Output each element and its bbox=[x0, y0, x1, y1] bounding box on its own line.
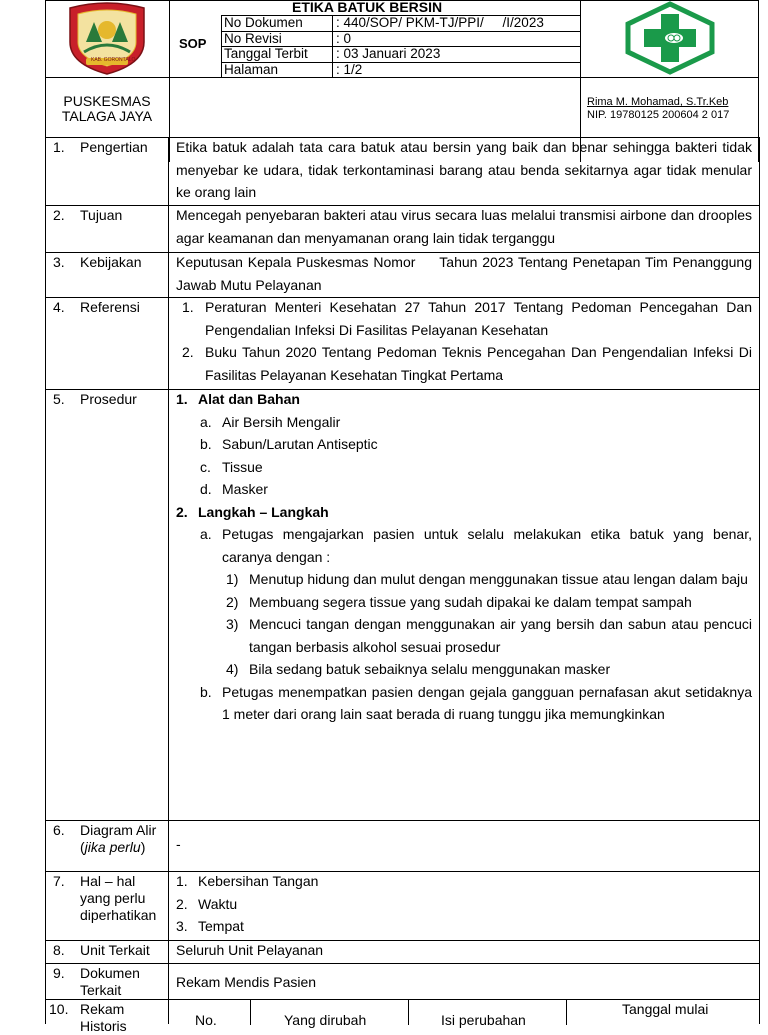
list-marker: 3. bbox=[176, 918, 188, 934]
pengertian-text: Etika batuk adalah tata cara batuk atau bersin yang baik dan benar sehingga bakteri tidak menyebar ke udara, tidak terkontaminasi barang atau benda sekitarnya agar tidak menular ke orang lain bbox=[176, 139, 752, 200]
list-marker: 2) bbox=[226, 593, 239, 610]
substep-item bbox=[176, 591, 752, 614]
list-marker: 4) bbox=[226, 661, 239, 677]
row-number: 10. bbox=[49, 1001, 69, 1017]
row-diagram-alir bbox=[45, 820, 759, 872]
heading-text: Langkah – Langkah bbox=[198, 503, 329, 520]
list-marker: a. bbox=[200, 413, 212, 430]
list-marker: 1. bbox=[176, 391, 188, 407]
substep-text: Mencuci tangan dengan menggunakan air yang bersih dan sabun atau pencuci tangan berbasis alkohol sesuai prosedur bbox=[249, 616, 752, 655]
row-number: 7. bbox=[53, 873, 65, 889]
substep-item bbox=[176, 568, 752, 591]
row-tujuan bbox=[45, 205, 759, 253]
hal-item bbox=[176, 893, 752, 916]
hal-item bbox=[176, 915, 752, 938]
row-hal-perlu-diperhatikan bbox=[45, 871, 759, 941]
substep-text: Menutup hidung dan mulut dengan menggunakan tissue atau lengan dalam baju bbox=[249, 571, 748, 587]
row-rekam-historis bbox=[45, 999, 759, 1034]
step-item bbox=[176, 523, 752, 568]
row-label: Kebijakan bbox=[80, 254, 142, 270]
unit-terkait-text: Seluruh Unit Pelayanan bbox=[176, 942, 324, 958]
field-no-dokumen-value: : 440/SOP/ PKM-TJ/PPI/ /I/2023 bbox=[336, 15, 544, 30]
field-halaman-label: Halaman bbox=[224, 62, 279, 77]
emblem-ribbon-text: KAB. GORONTALO bbox=[91, 57, 136, 63]
puskesmas-cross-logo-icon bbox=[622, 2, 718, 74]
row-label: Pengertian bbox=[80, 139, 148, 155]
row-label: Unit Terkait bbox=[80, 942, 150, 958]
tool-text: Tissue bbox=[222, 458, 263, 475]
list-marker: 1) bbox=[226, 571, 239, 587]
document-title: ETIKA BATUK BERSIN bbox=[292, 0, 443, 15]
row-label: Hal – hal yang perlu diperhatikan bbox=[80, 873, 157, 923]
field-no-dokumen-label: No Dokumen bbox=[224, 15, 303, 30]
row-number: 8. bbox=[53, 942, 65, 958]
prosedur-heading-langkah bbox=[176, 501, 752, 524]
list-marker: c. bbox=[200, 458, 211, 475]
row-kebijakan bbox=[45, 252, 759, 298]
row-number: 4. bbox=[53, 299, 65, 315]
regional-emblem-icon bbox=[62, 2, 152, 76]
hal-text: Kebersihan Tangan bbox=[198, 873, 319, 889]
row-label: Rekam Historis bbox=[80, 1001, 127, 1034]
row-number: 3. bbox=[53, 254, 65, 270]
row-label: Referensi bbox=[80, 299, 140, 315]
referensi-item-text: Peraturan Menteri Kesehatan 27 Tahun 2017 Tentang Pedoman Pencegahan Dan Pengendalian Infeksi Di Fasilitas Pelayanan Kesehatan bbox=[205, 299, 752, 338]
org-name-line2: TALAGA JAYA bbox=[61, 108, 153, 124]
row-number: 5. bbox=[53, 391, 65, 407]
signatory-name: Rima M. Mohamad, S.Tr.Keb bbox=[587, 96, 729, 108]
row-number: 9. bbox=[53, 965, 65, 981]
row-label: Diagram Alir (jika perlu) bbox=[80, 822, 157, 855]
row-referensi bbox=[45, 297, 759, 390]
tujuan-text: Mencegah penyebaran bakteri atau virus secara luas melalui transmisi airbone dan drooples agar keamanan dan menyamanan orang lain tidak terganggu bbox=[176, 207, 752, 246]
history-col-yang-dirubah: Yang dirubah bbox=[284, 1012, 367, 1028]
tool-item bbox=[176, 433, 752, 456]
hal-text: Tempat bbox=[198, 918, 244, 934]
list-marker: 1. bbox=[176, 873, 188, 889]
row-label: Dokumen Terkait bbox=[80, 965, 140, 998]
tool-text: Sabun/Larutan Antiseptic bbox=[222, 436, 378, 452]
list-marker: 2. bbox=[182, 344, 194, 360]
row-label: Tujuan bbox=[80, 207, 123, 223]
field-halaman-value: : 1/2 bbox=[336, 62, 363, 77]
step-text: Petugas menempatkan pasien dengan gejala gangguan pernafasan akut setidaknya 1 meter dari orang lain saat berada di ruang tunggu jika memungkinkan bbox=[222, 683, 752, 722]
row-label: Prosedur bbox=[80, 391, 137, 407]
list-marker: 3) bbox=[226, 616, 239, 632]
list-marker: a. bbox=[200, 526, 212, 542]
substep-text: Membuang segera tissue yang sudah dipakai ke dalam tempat sampah bbox=[249, 593, 692, 610]
list-marker: 2. bbox=[176, 895, 188, 912]
row-unit-terkait bbox=[45, 940, 759, 964]
list-marker: b. bbox=[200, 436, 212, 452]
tool-item bbox=[176, 411, 752, 434]
kebijakan-text: Keputusan Kepala Puskesmas Nomor Tahun 2023 Tentang Penetapan Tim Penanggung Jawab Mutu Pelayanan bbox=[176, 254, 756, 293]
referensi-item bbox=[176, 296, 752, 341]
tool-text: Masker bbox=[222, 481, 268, 497]
substep-text: Bila sedang batuk sebaiknya selalu menggunakan masker bbox=[249, 661, 611, 677]
sop-label: SOP bbox=[179, 36, 207, 51]
tool-item bbox=[176, 456, 752, 479]
list-marker: 2. bbox=[176, 503, 188, 520]
row-pengertian bbox=[45, 137, 759, 206]
substep-item bbox=[176, 658, 752, 681]
field-tanggal-terbit-label: Tanggal Terbit bbox=[224, 46, 308, 61]
org-name-line1: PUSKESMAS bbox=[63, 93, 151, 109]
history-col-isi-perubahan: Isi perubahan bbox=[441, 1012, 526, 1028]
tool-text: Air Bersih Mengalir bbox=[222, 413, 341, 430]
history-col-no: No. bbox=[195, 1012, 217, 1028]
list-marker: 1. bbox=[182, 299, 194, 315]
hal-item bbox=[176, 870, 752, 893]
step-text: Petugas mengajarkan pasien untuk selalu melakukan etika batuk yang benar, caranya dengan : bbox=[222, 526, 752, 565]
field-no-revisi-label: No Revisi bbox=[224, 31, 282, 46]
substep-item bbox=[176, 613, 752, 658]
referensi-item bbox=[176, 341, 752, 386]
step-item bbox=[176, 681, 752, 726]
heading-text: Alat dan Bahan bbox=[198, 391, 300, 407]
list-marker: d. bbox=[200, 481, 212, 497]
row-number: 2. bbox=[53, 207, 65, 223]
row-dokumen-terkait bbox=[45, 963, 759, 1000]
diagram-value: - bbox=[176, 836, 181, 852]
referensi-item-text: Buku Tahun 2020 Tentang Pedoman Teknis Pencegahan Dan Pengendalian Infeksi Di Fasilitas Pelayanan Kesehatan Tingkat Pertama bbox=[205, 344, 752, 383]
row-prosedur bbox=[45, 389, 759, 821]
prosedur-heading-alat bbox=[176, 388, 752, 411]
row-number: 1. bbox=[53, 139, 65, 155]
history-col-tanggal-mulai: Tanggal mulai bbox=[622, 1001, 709, 1017]
row-number: 6. bbox=[53, 822, 65, 838]
field-no-revisi-value: : 0 bbox=[336, 31, 352, 46]
dokumen-terkait-text: Rekam Mendis Pasien bbox=[176, 974, 317, 990]
field-tanggal-terbit-value: : 03 Januari 2023 bbox=[336, 46, 441, 61]
list-marker: b. bbox=[200, 683, 212, 700]
hal-text: Waktu bbox=[198, 895, 238, 912]
tool-item bbox=[176, 478, 752, 501]
signatory-nip: NIP. 19780125 200604 2 017 bbox=[587, 109, 730, 121]
